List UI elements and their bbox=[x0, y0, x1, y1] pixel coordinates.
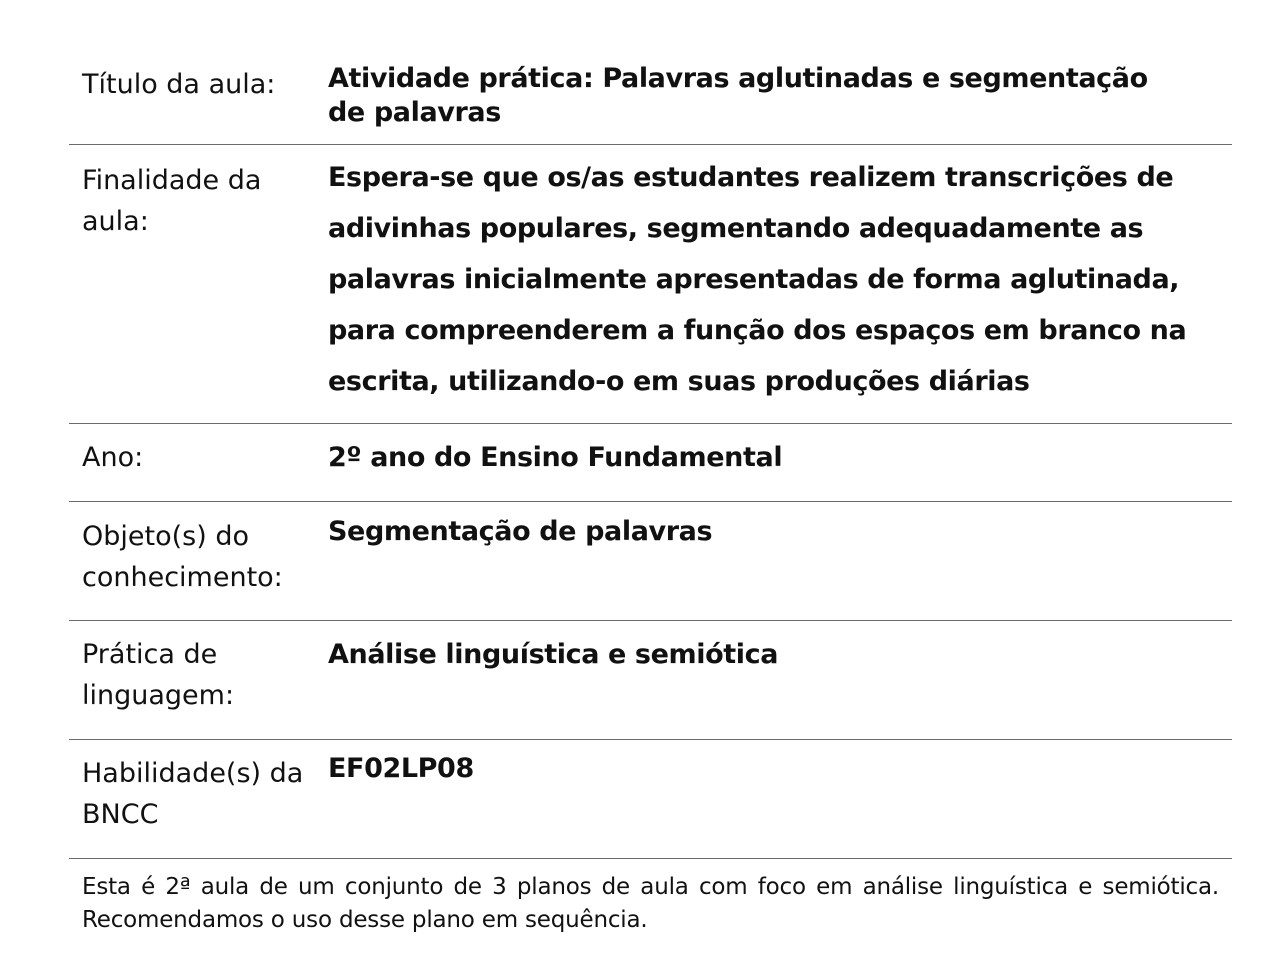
row-language-practice bbox=[69, 621, 1232, 740]
lesson-plan-table bbox=[69, 50, 1232, 937]
row-lesson-title bbox=[69, 50, 1232, 145]
row-bncc-skill bbox=[69, 740, 1232, 859]
sequence-note: Esta é 2ª aula de um conjunto de 3 planos de aula com foco em análise linguística e semiótica. Recomendamos o uso desse plano em sequência. bbox=[82, 874, 1219, 933]
lesson-title-label: Título da aula: bbox=[82, 69, 276, 100]
bncc-skill-label: Habilidade(s) da BNCC bbox=[82, 758, 304, 830]
school-year-label: Ano: bbox=[82, 442, 144, 473]
lesson-goal-value: Espera-se que os/as estudantes realizem transcrições de adivinhas populares, segmentando adequadamente as palavras inicialmente apresentadas de forma aglutinada, para compreenderem a função dos espaços em branco na escrita, utilizando-o em suas produções diárias bbox=[328, 162, 1187, 397]
language-practice-label: Prática de linguagem: bbox=[82, 639, 235, 711]
row-school-year bbox=[69, 424, 1232, 502]
lesson-goal-label: Finalidade da aula: bbox=[82, 165, 262, 237]
bncc-skill-value: EF02LP08 bbox=[328, 753, 474, 784]
row-knowledge-object bbox=[69, 502, 1232, 621]
knowledge-object-label: Objeto(s) do conhecimento: bbox=[82, 521, 283, 593]
language-practice-value: Análise linguística e semiótica bbox=[328, 639, 779, 670]
lesson-title-value: Atividade prática: Palavras aglutinadas e segmentação de palavras bbox=[328, 63, 1148, 128]
knowledge-object-value: Segmentação de palavras bbox=[328, 516, 713, 547]
row-lesson-goal bbox=[69, 145, 1232, 424]
school-year-value: 2º ano do Ensino Fundamental bbox=[328, 442, 783, 473]
